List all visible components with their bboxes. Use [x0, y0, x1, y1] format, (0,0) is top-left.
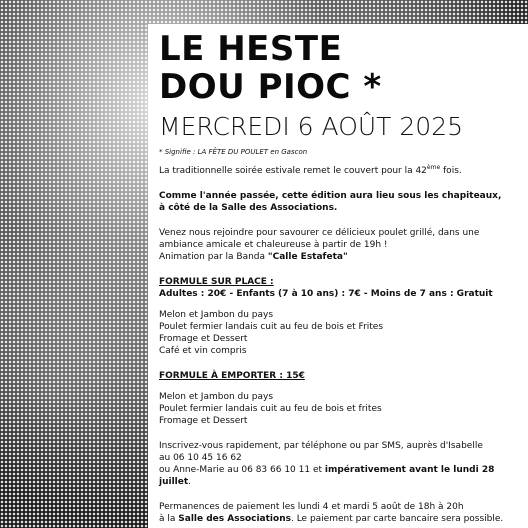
sur-place-heading: FORMULE SUR PLACE : — [159, 277, 274, 287]
menu-item: Melon et Jambon du pays — [159, 392, 274, 402]
emporter-menu — [159, 391, 514, 427]
intro-paragraph — [159, 165, 514, 177]
band-name: "Calle Estafeta" — [267, 252, 348, 262]
payment-line-2-start: à la — [159, 514, 179, 524]
menu-item: Melon et Jambon du pays — [159, 310, 274, 320]
menu-item: Fromage et Dessert — [159, 416, 248, 426]
location-line-2: à côté de la Salle des Associations. — [159, 203, 338, 213]
payment-venue: Salle des Associations — [178, 514, 291, 524]
flyer-content — [159, 30, 514, 525]
intro-text-end: fois. — [440, 166, 462, 176]
event-date: MERCREDI 6 AOÛT 2025 — [159, 112, 464, 141]
footnote: * Signifie : LA FÊTE DU POULET en Gascon — [159, 148, 308, 156]
emporter-heading: FORMULE À EMPORTER : 15€ — [159, 371, 305, 381]
intro-text: La traditionnelle soirée estivale remet le couvert pour la 42 — [159, 166, 427, 176]
registration-phone-1: au 06 10 45 16 62 — [159, 453, 242, 463]
intro-superscript: ème — [426, 164, 441, 171]
registration-phone-2: ou Anne-Marie au 06 83 66 10 11 et — [159, 465, 325, 475]
deadline-text: impérativement avant le lundi 28 — [324, 465, 495, 475]
invite-line-2: ambiance amicale et chaleureuse à partir de 19h ! — [159, 240, 388, 250]
location-line-1: Comme l'année passée, cette édition aura lieu sous les chapiteaux, — [159, 191, 502, 201]
sur-place-prices: Adultes : 20€ - Enfants (7 à 10 ans) : 7€ - Moins de 7 ans : Gratuit — [159, 289, 493, 299]
menu-item: Poulet fermier landais cuit au feu de bois et frites — [159, 404, 382, 414]
animation-text: Animation par la Banda — [159, 252, 268, 262]
payment-line-1: Permanences de paiement les lundi 4 et mardi 5 août de 18h à 20h — [159, 502, 464, 512]
menu-item: Poulet fermier landais cuit au feu de bois et Frites — [159, 322, 384, 332]
title-line-2: DOU PIOC * — [159, 67, 382, 107]
registration-paragraph — [159, 440, 514, 488]
menu-item: Fromage et Dessert — [159, 334, 248, 344]
deadline-period: . — [188, 477, 192, 487]
invite-paragraph — [159, 227, 514, 263]
location-paragraph — [159, 190, 514, 214]
invite-line-1: Venez nous rejoindre pour savourer ce délicieux poulet grillé, dans une — [159, 228, 480, 238]
deadline-month: juillet — [159, 477, 189, 487]
title-line-1: LE HESTE — [159, 29, 343, 69]
payment-paragraph — [159, 501, 514, 525]
registration-line-1: Inscrivez-vous rapidement, par téléphone ou par SMS, auprès d'Isabelle — [159, 441, 483, 451]
sur-place-menu — [159, 309, 514, 357]
event-title — [159, 30, 514, 106]
payment-line-2-end: . Le paiement par carte bancaire sera possible. — [290, 514, 504, 524]
menu-item: Café et vin compris — [159, 346, 247, 356]
